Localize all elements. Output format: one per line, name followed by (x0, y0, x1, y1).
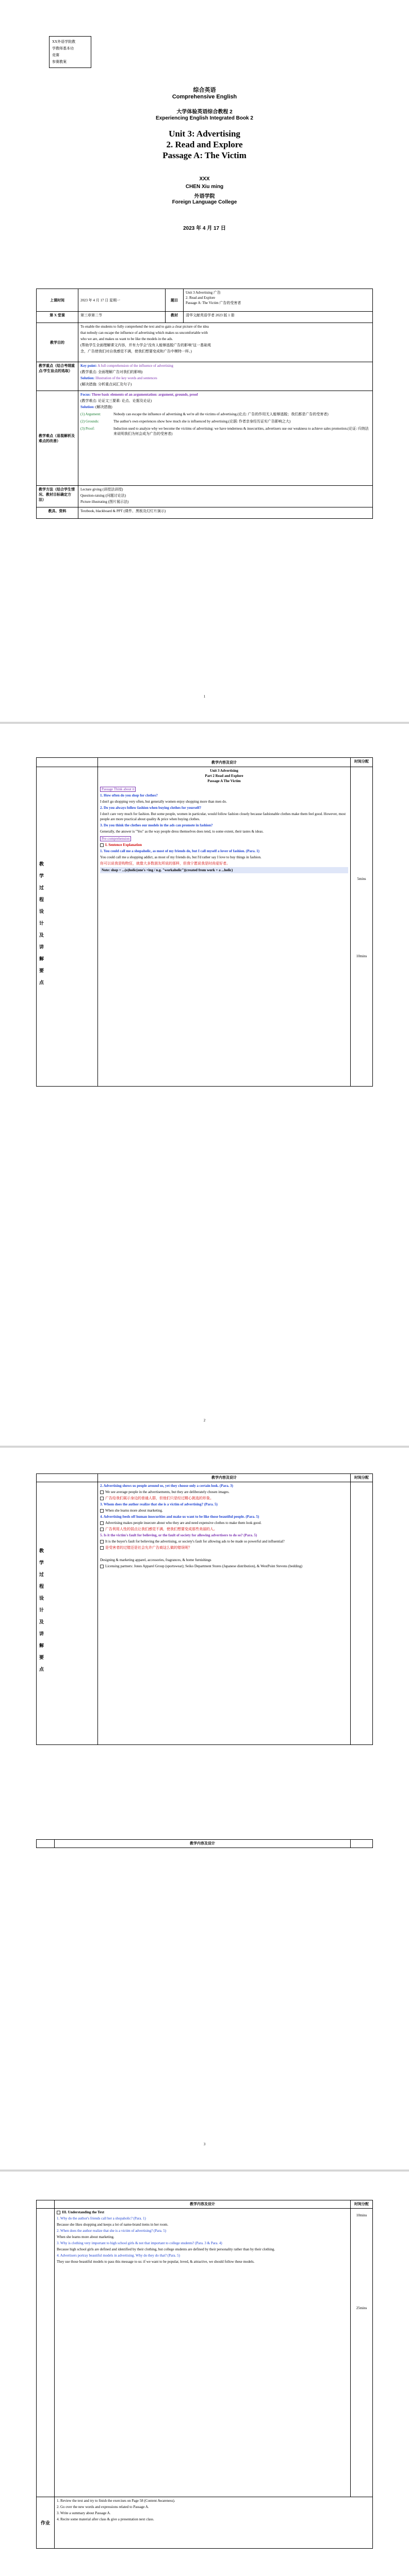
part-heading: Part 2 Read and Explore (205, 774, 243, 778)
grounds-text: The author's own experiences show how much she is influenced by advertising.(论据: 作者亲身经历证实广告影响之大) (113, 419, 291, 423)
topic-line: Unit 3 Advertising 广告 (186, 291, 221, 295)
time-header: 时间分配 (351, 758, 373, 767)
process-side-cell (37, 2209, 55, 2497)
time-slot: 10mins (356, 2213, 367, 2217)
focus-cn: (教学难点: 论证文三要素: 论点、论据及论证) (80, 399, 152, 403)
sentence-paraphrase: Advertising makes people insecure about who they are and need expensive clothes to make them look good. (100, 1520, 348, 1526)
homework-content (55, 2497, 373, 2549)
method-line: Picture illustrating (图片展示法) (80, 500, 129, 504)
comprehension-answer: Because she likes shopping and keeps a lot of name-brand items in her room. (57, 2223, 169, 2227)
lead-in-answer: I don't care very much for fashion. But some people, women in particular, would follow fashion closely because fashionable clothes make them feel good. However, most people are more practical about quality & price when buying clothes. (100, 812, 346, 821)
key-point-text: A full comprehension of the influence of advertising (97, 364, 173, 368)
unit-heading: Unit 3 Advertising (210, 769, 238, 773)
sentence-translation: 广告给我们展示身边的普通人群，但他们只是经过精心挑选的形象。 (100, 1496, 348, 1501)
solution-label: Solution: (80, 376, 95, 380)
argument-tag: (1) Argument: (80, 412, 101, 416)
value-key-points (78, 362, 373, 391)
sentence-paraphrase: We see average people in the advertisements, but they are deliberately chosen images. (100, 1489, 348, 1495)
section-heading (100, 842, 348, 848)
proof-tag: (3) Proof: (80, 427, 95, 431)
page-number: 2 (203, 1418, 206, 1422)
grounds-tag: (2) Grounds: (80, 419, 99, 423)
label-lesson-no: 第 X 堂课 (37, 312, 78, 323)
comprehension-question: 4. Advertisers portray beautiful models in advertising. Why do they do that? (Para. 5) (57, 2253, 180, 2258)
cover-date: 2023 年 4 月 17 日 (183, 226, 226, 231)
solution-cn: (解决措施: 分析重点词汇及句子) (80, 382, 132, 386)
cover-badge-line: XX外语学院教 (52, 40, 76, 44)
homework-item: 2. Go over the new words and expressions related to Passage A. (57, 2505, 149, 2509)
homework-item: 4. Recite some material after class & give a presentation next class. (57, 2517, 154, 2521)
time-slot: 10mins (356, 954, 367, 958)
key-sentence: 2. Advertising shows us people around us, yet they choose only a certain look. (Para. 3) (100, 1484, 233, 1488)
value-textbook: 清华文献英语学者 2023 版 1 册 (184, 312, 373, 323)
value-objectives (78, 323, 373, 362)
time-slot: 5mins (357, 877, 366, 881)
process-content-p4 (55, 2209, 351, 2497)
cover-badge-line: 学教师基本功 (52, 46, 74, 50)
process-header: 教学内容及设计 (98, 758, 351, 767)
lead-in-tag: Passage Think about it (100, 787, 136, 792)
vocab-note: Note: shop + ...(o)holic(one's +ing / n.g. "workaholic")(created from work + a ...holic) (100, 867, 348, 873)
process-table-p4 (36, 2200, 373, 2549)
process-content-p3 (98, 1482, 351, 1745)
method-line: Lecture giving (讲授法讲授) (80, 487, 123, 492)
comprehension-question: 3. Why is clothing very important to high school girls & not that important to college students? (Para. 3 & Para. 4) (57, 2241, 222, 2245)
comprehension-answer: Because high school girls are defined and identified by their clothing, but college students are defined by their personality rather than by their clothing. (57, 2247, 275, 2251)
method-line: Question-raising (问题讨论法) (80, 494, 126, 498)
cover-unit-title: Unit 3: Advertising (169, 129, 240, 139)
time-header: 时间分配 (351, 2200, 373, 2209)
topic-line: Passage A: The Victim 广告的受害者 (186, 301, 241, 305)
diff-solution-cn: (解决措施) (95, 405, 112, 409)
page-number: 1 (203, 694, 206, 699)
objective-line: that nobody can escape the influence of advertising which makes us uncomfortable with (80, 331, 208, 335)
course-info-table (36, 289, 373, 519)
time-cell-p2 (351, 767, 373, 1087)
process-header: 教学内容及设计 (55, 2200, 351, 2209)
solution-text: Illustration of the key words and sentences (95, 376, 157, 380)
time-cell-p3 (351, 1482, 373, 1745)
sentence-translation: 你可以说我是购物狂，就像大多数朋友所说的那样，但我宁愿说我是时尚爱好者。 (100, 861, 230, 866)
cover-author-en: CHEN Xiu ming (185, 184, 224, 190)
key-sentence: 5. Is it the victim's fault for believing, or the fault of society for allowing advertisers to do so? (Para. 5) (100, 1533, 257, 1537)
key-sentence: 3. Whom does the author realize that she is a victim of advertising? (Para. 5) (100, 1502, 218, 1506)
comprehension-question: 1. Why do the author's friends call her a shopaholic? (Para. 1) (57, 2216, 146, 2221)
objective-line: 念，广告使我们对自我感觉不满，使我们想要变成和广告中模特一样。) (80, 349, 192, 353)
label-methods: 教学方法（结合学生情况、教材目标确定方法） (37, 486, 78, 507)
time-slot: 25mins (356, 2306, 367, 2310)
cover-badge-line: 参赛教案 (52, 60, 67, 64)
page-3 (0, 1448, 409, 2170)
passage-heading: Passage A The Victim (207, 779, 241, 783)
cover-badge-box (49, 36, 91, 68)
process-side-label: 教学过程设计及讲解要点 (39, 1548, 44, 1679)
homework-label: 作业 (37, 2497, 55, 2549)
sentence-paraphrase: When she learns more about marketing. (100, 1508, 348, 1513)
lead-in-question: 3. Do you think the clothes our models in the ads can promote in fashion? (100, 823, 213, 827)
label-difficulties: 教学难点（易混解析及难点的改善） (37, 391, 78, 486)
page-4 (0, 2172, 409, 2576)
process-content-p2 (98, 767, 351, 1087)
cover-read-explore: 2. Read and Explore (166, 140, 243, 149)
label-materials: 教具、资料 (37, 507, 78, 519)
homework-item: 3. Write a summary about Passage A. (57, 2511, 111, 2515)
page-number: 3 (203, 2142, 206, 2146)
sentence-translation: 是受害者的过错还是社会允许广告商这么做的错误呢？ (100, 1545, 348, 1550)
value-class-time: 2023 年 4 月 17 日 星期一 (78, 289, 166, 312)
diff-solution-label: Solution: (80, 405, 95, 409)
pre-comprehension-tag: Pre-comprehension (100, 836, 131, 841)
value-lesson-no: 第三章第二节 (78, 312, 166, 323)
focus-label: Focus: (80, 393, 91, 397)
cover-college-cn: 外语学院 (194, 194, 215, 199)
process-table-p3 (36, 1473, 373, 1745)
cover-title-cn: 综合英语 (193, 87, 216, 93)
objective-line: (帮助学生全面理解课文内容，并有力学会"没有人能够逃脱广告的影响"这一基础观 (80, 343, 211, 347)
section-heading: III. Understanding the Text (57, 2210, 348, 2215)
lead-in-question: 1. How often do you shop for clothes? (100, 793, 158, 798)
page-1 (0, 0, 409, 722)
section-heading-text: I. Sentence Explanation (105, 843, 142, 847)
comprehension-question: 2. When does the author realize that she is a victim of advertising? (Para. 5) (57, 2229, 167, 2233)
value-difficulties (78, 391, 373, 486)
comprehension-answer: When she learns more about marketing. (57, 2235, 114, 2239)
cover-college-en: Foreign Language College (172, 199, 237, 205)
page-2 (0, 724, 409, 1446)
objective-line: who we are, and makes us want to be like the models in the ads. (80, 337, 173, 341)
brand-design-note: Designing & marketing apparel, accessories, fragrances, & home furnishings (100, 1558, 211, 1562)
key-point-cn: (教学重点: 全面理解广告对我们的影响) (80, 370, 143, 374)
label-class-time: 上课时间 (37, 289, 78, 312)
key-sentence: 4. Advertising feeds off human insecurities and make us want to be like those beautiful people. (Para. 5) (100, 1515, 259, 1519)
process-table-p3-footer (36, 1839, 373, 1848)
cover-passage-title: Passage A: The Victim (162, 150, 247, 160)
objective-line: To enable the students to fully comprehend the text and to gain a clear picture of the idea (80, 325, 209, 329)
proof-text: Induction used to analyze why we become the victims of advertising: we have tenderness & insecurities, advertisers use our weakness to achieve sales promotion.(论证: 归纳法来说明我们为何会成为广告的受害者) (113, 427, 369, 436)
cover-badge-line: 竞赛 (52, 53, 59, 57)
argument-text: Nobody can escape the influence of advertising & we're all the victims of advertising.(论点: 广告的作用无人能够逃脱；我们都是广告的受害者) (113, 412, 329, 416)
process-side-label-cell (37, 1482, 98, 1745)
value-methods (78, 486, 373, 507)
process-side-label-cell (37, 767, 98, 1087)
brand-license-note: Licensing partners: Jones Apparel Group (sportswear); Seiko Department Stores (Japanese distribution), & WestPoint Stevens (bedding) (100, 1564, 348, 1569)
cover-author-cn: XXX (199, 176, 210, 182)
sentence-paraphrase: You could call me a shopping addict, as most of my friends do, but I'd rather say I love to buy things in fashion. (100, 855, 261, 859)
process-header: 教学内容及设计 (55, 1840, 351, 1848)
time-cell-p4 (351, 2209, 373, 2497)
comprehension-answer: They use those beautiful models to pass this message to us: if we want to be popular, loved, & attractive, we should follow these models. (57, 2260, 255, 2264)
sentence-translation: 广告利用人性的弱点让我们感觉不满，使我们想要变成那些美丽的人。 (100, 1527, 348, 1532)
process-header: 教学内容及设计 (98, 1474, 351, 1482)
topic-line: 2. Read and Explore (186, 296, 216, 300)
cover-book-cn: 大学体验英语综合教程 2 (176, 109, 233, 115)
cover-book-en: Experiencing English Integrated Book 2 (156, 115, 253, 121)
sentence-paraphrase: It is the buyer's fault for believing the advertising, or society's fault for allowing ads to be made so powerful and influential? (100, 1539, 348, 1544)
value-materials: Textbook, blackboard & PPT (课件、黑板及幻灯片演示) (78, 507, 373, 519)
label-objectives: 教学目的 (37, 323, 78, 362)
lead-in-question: 2. Do you always follow fashion when buying clothes for yourself? (100, 806, 202, 810)
process-table-p2 (36, 757, 373, 1087)
key-point-label: Key point: (80, 364, 97, 368)
lead-in-answer: Generally, the answer is "Yes" as the way people dress themselves does tend, to some extent, their tastes & ideas. (100, 829, 264, 834)
label-textbook: 教材 (166, 312, 184, 323)
focus-text: Three basic elements of an argumentation: argument, grounds, proof (91, 393, 198, 397)
time-header: 时间分配 (351, 1474, 373, 1482)
homework-item: 1. Review the text and try to finish the exercises on Page 58 (Content Awareness). (57, 2499, 175, 2503)
label-key-points: 教学重点（结合考纲重点/学生盲点的选取） (37, 362, 78, 391)
label-topic: 题目 (166, 289, 184, 312)
process-side-label: 教学过程设计及讲解要点 (39, 861, 44, 992)
key-sentence: 1. You could call me a shopaholic, as most of my friends do, but I call myself a lover of fashion. (Para. 1) (100, 849, 259, 853)
value-topic (184, 289, 373, 312)
lead-in-answer: I don't go shopping very often, but generally women enjoy shopping more than men do. (100, 800, 227, 804)
cover-title-en: Comprehensive English (172, 94, 237, 100)
